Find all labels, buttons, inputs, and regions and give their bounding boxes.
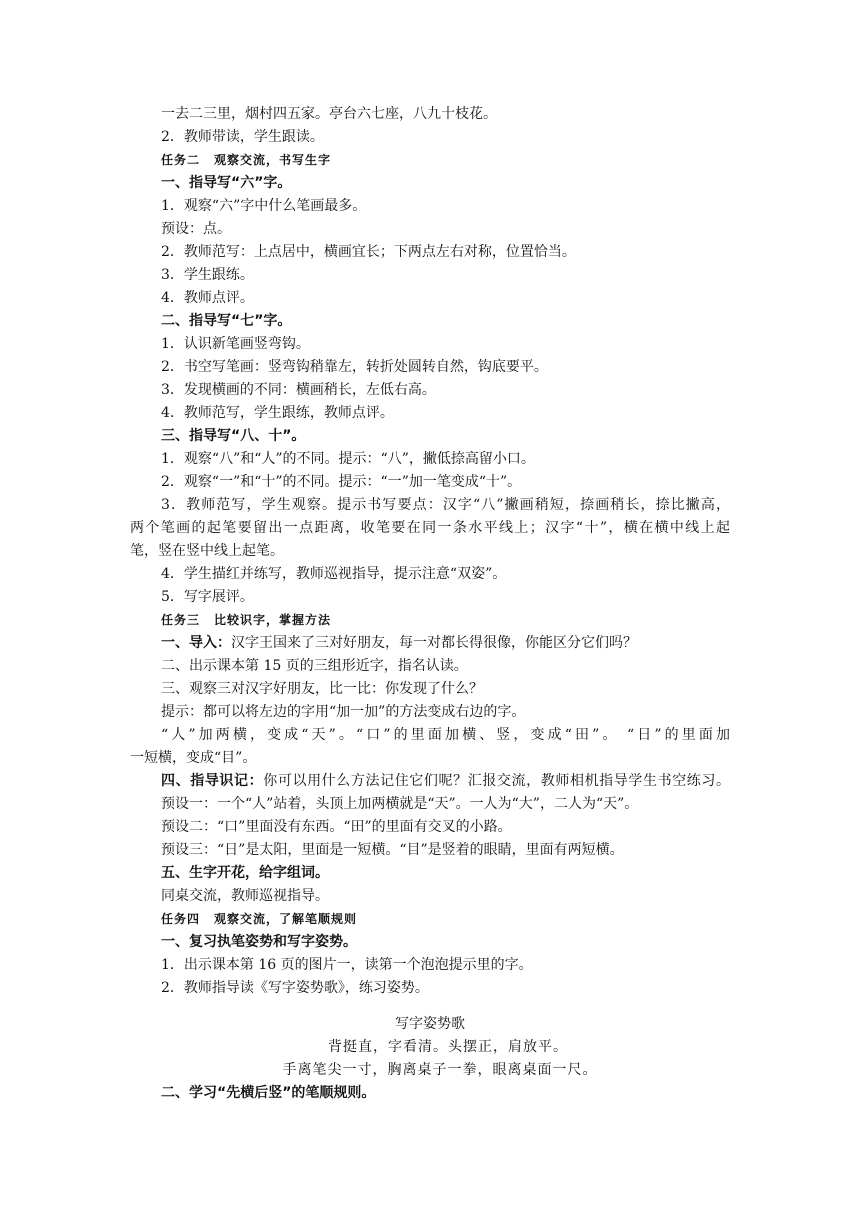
body-line: 1．认识新笔画竖弯钩。 [161, 336, 310, 352]
body-line: 4．教师范写，学生跟练，教师点评。 [161, 405, 394, 421]
body-line: 预设二：“口”里面没有东西。“田”的里面有交叉的小路。 [161, 819, 512, 835]
body-line: 一短横，变成“目”。 [130, 750, 257, 766]
inline-text: 汉字王国来了三对好朋友，每一对都长得很像，你能区分它们吗？ [231, 635, 637, 651]
body-line: 1．观察“八”和“人”的不同。提示：“八”，撇低捺高留小口。 [161, 451, 535, 467]
section-heading: 一、指导写“六”字。 [161, 175, 292, 191]
inline-text: 你可以用什么方法记住它们呢？汇报交流，教师相机指导学生书空练习。 [263, 773, 731, 789]
inline-heading: 四、指导识记： [161, 773, 264, 789]
poem-line: 背挺直，字看清。头摆正，肩放平。 [328, 1039, 568, 1055]
poem-title: 写字姿势歌 [395, 1016, 465, 1032]
body-line: 5．写字展评。 [161, 589, 254, 605]
task-heading-3 [161, 610, 331, 630]
body-line: 预设一：一个“人”站着，头顶上加两横就是“天”。一人为“大”，二人为“天”。 [161, 796, 639, 812]
body-line: 4．教师点评。 [161, 290, 254, 306]
body-line: 2．教师指导读《写字姿势歌》，练习姿势。 [161, 980, 429, 996]
body-line [161, 633, 637, 653]
body-line: 提示：都可以将左边的字用“加一加”的方法变成右边的字。 [161, 704, 526, 720]
section-heading: 二、学习“先横后竖”的笔顺规则。 [161, 1085, 376, 1101]
section-heading: 一、复习执笔姿势和写字姿势。 [161, 934, 357, 950]
body-line: 4．学生描红并练写，教师巡视指导，提示注意“双姿”。 [161, 566, 507, 582]
body-line: 笔，竖在竖中线上起笔。 [130, 543, 284, 559]
section-heading: 三、指导写“八、十”。 [161, 428, 306, 444]
body-line: 3．教师范写，学生观察。提示书写要点：汉字“八”撇画稍短，捺画稍长，捺比撇高， [161, 497, 730, 513]
task-heading-4 [161, 909, 357, 929]
task-label: 任务三 [161, 613, 201, 627]
body-line: 1．观察“六”字中什么笔画最多。 [161, 198, 367, 214]
body-line: 同桌交流，教师巡视指导。 [161, 888, 329, 904]
body-line: 3．发现横画的不同：横画稍长，左低右高。 [161, 382, 436, 398]
inline-heading: 一、导入： [161, 635, 231, 651]
section-heading: 二、指导写“七”字。 [161, 313, 292, 329]
task-title: 观察交流，书写生字 [214, 153, 332, 167]
section-heading: 五、生字开花，给字组词。 [161, 865, 329, 881]
body-line: 2．教师带读，学生跟读。 [161, 129, 324, 145]
task-label: 任务四 [161, 912, 201, 926]
body-line: 三、观察三对汉字好朋友，比一比：你发现了什么？ [161, 681, 483, 697]
body-line: 预设：点。 [161, 221, 231, 237]
body-line: 两个笔画的起笔要留出一点距离，收笔要在同一条水平线上；汉字“十”，横在横中线上起 [130, 520, 730, 536]
body-line: 1．出示课本第 16 页的图片一，读第一个泡泡提示里的字。 [161, 957, 533, 973]
task-title: 观察交流，了解笔顺规则 [214, 912, 358, 926]
body-line: 2．观察“一”和“十”的不同。提示：“一”加一笔变成“十”。 [161, 474, 522, 490]
body-line: 二、出示课本第 15 页的三组形近字，指名认读。 [161, 658, 468, 674]
task-heading-2 [161, 150, 331, 170]
poem-line: 手离笔尖一寸，胸离桌子一拳，眼离桌面一尺。 [282, 1062, 598, 1078]
body-line: 预设三：“日”是太阳，里面是一短横。“目”是竖着的眼睛，里面有两短横。 [161, 842, 624, 858]
body-line: 3．学生跟练。 [161, 267, 254, 283]
body-line: “人”加两横，变成“天”。“口”的里面加横、竖，变成“田”。 “日”的里面加 [161, 727, 730, 743]
poem-text-line: 一去二三里，烟村四五家。亭台六七座，八九十枝花。 [161, 106, 497, 122]
body-line: 2．书空写笔画：竖弯钩稍靠左，转折处圆转自然，钩底要平。 [161, 359, 548, 375]
task-label: 任务二 [161, 153, 201, 167]
body-line [161, 771, 730, 791]
task-title: 比较识字，掌握方法 [214, 613, 332, 627]
body-line: 2．教师范写：上点居中，横画宜长；下两点左右对称，位置恰当。 [161, 244, 576, 260]
